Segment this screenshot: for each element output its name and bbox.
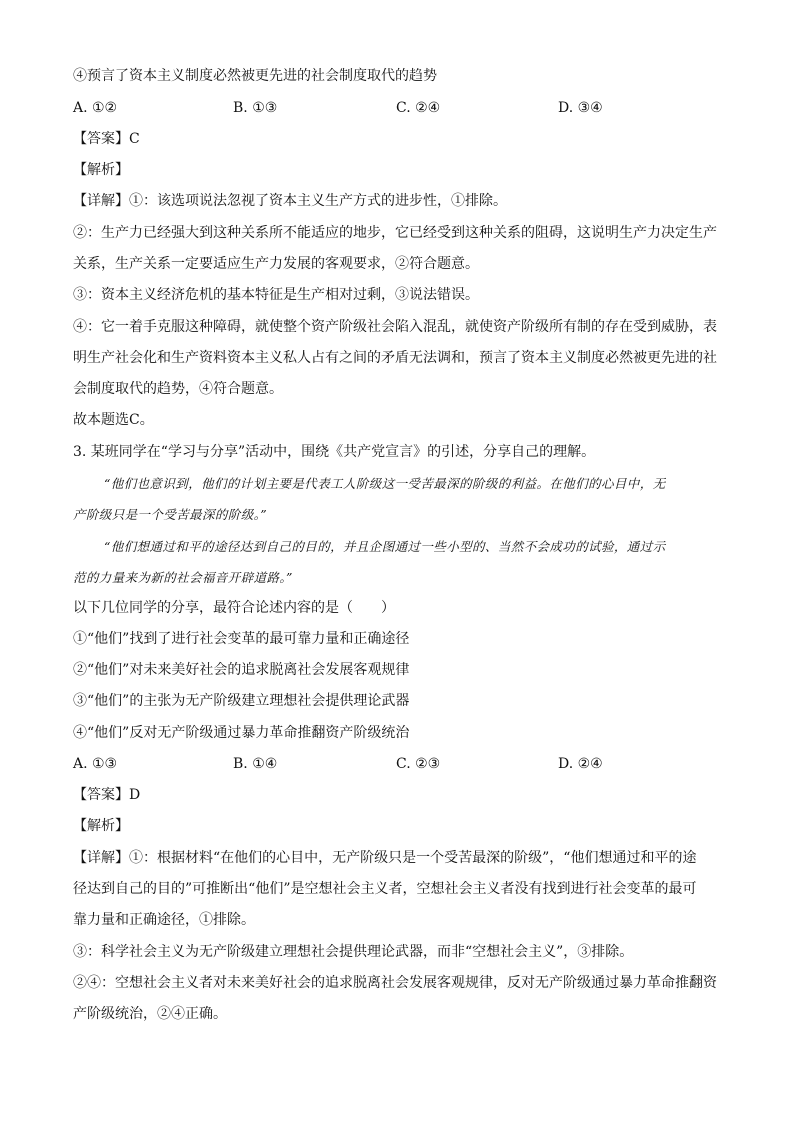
q2-item-4: ④预言了资本主义制度必然被更先进的社会制度取代的趋势 (73, 68, 437, 84)
q3-detail-line: 【详解】①：根据材料“在他们的心目中，无产阶级只是一个受苦最深的阶级”，“他们想通过和平的途 (73, 850, 697, 866)
q2-option-a: A. ①② (73, 100, 118, 116)
q3-option-a: A. ①③ (73, 756, 118, 772)
q2-analysis-label: 【解析】 (73, 162, 129, 178)
q2-detail-line: ③：资本主义经济危机的基本特征是生产相对过剩，③说法错误。 (73, 287, 479, 303)
q2-detail-line: ④：它一着手克服这种障碍，就使整个资产阶级社会陷入混乱，就使资产阶级所有制的存在受到威胁，表 (73, 319, 717, 335)
q3-detail-line: ②④：空想社会主义者对未来美好社会的追求脱离社会发展客观规律，反对无产阶级通过暴力革命推翻资 (73, 975, 717, 991)
q2-conclusion: 故本题选C。 (73, 412, 154, 428)
q3-detail-line: 径达到自己的目的”可推断出“他们”是空想社会主义者，空想社会主义者没有找到进行社会变革的最可 (73, 881, 697, 897)
q3-detail-line: 产阶级统治，②④正确。 (73, 1006, 227, 1022)
q3-detail-line: 靠力量和正确途径，①排除。 (73, 912, 255, 928)
q3-analysis-label: 【解析】 (73, 818, 129, 834)
q3-item: ①“他们”找到了进行社会变革的最可靠力量和正确途径 (73, 631, 410, 647)
q2-detail-line: 会制度取代的趋势，④符合题意。 (73, 381, 283, 397)
q2-detail-line: ②：生产力已经强大到这种关系所不能适应的地步，它已经受到这种关系的阻碍，这说明生产力决定生产 (73, 225, 717, 241)
q3-question: 以下几位同学的分享，最符合论述内容的是（ ） (73, 600, 395, 616)
q3-item: ④“他们”反对无产阶级通过暴力革命推翻资产阶级统治 (73, 725, 410, 741)
q3-option-c: C. ②③ (396, 756, 441, 772)
q3-detail-line: ③：科学社会主义为无产阶级建立理想社会提供理论武器，而非“空想社会主义”，③排除。 (73, 944, 634, 960)
q3-answer: 【答案】D (73, 787, 141, 803)
q3-option-b: B. ①④ (233, 756, 278, 772)
q3-stem: 3. 某班同学在“学习与分享”活动中，围绕《共产党宣言》的引述，分享自己的理解。 (73, 444, 596, 460)
q2-option-d: D. ③④ (558, 100, 603, 116)
q3-quote-2-line: “他们想通过和平的途径达到自己的目的，并且企图通过一些小型的、当然不会成功的试验，通过示 (104, 539, 666, 554)
q3-quote-1-line: “他们也意识到，他们的计划主要是代表工人阶级这一受苦最深的阶级的利益。在他们的心目中，无 (104, 476, 666, 491)
q3-item: ③“他们”的主张为无产阶级建立理想社会提供理论武器 (73, 693, 410, 709)
q2-option-c: C. ②④ (396, 100, 441, 116)
q2-option-b: B. ①③ (233, 100, 278, 116)
q2-detail-line: 【详解】①：该选项说法忽视了资本主义生产方式的进步性，①排除。 (73, 193, 507, 209)
q3-option-d: D. ②④ (558, 756, 603, 772)
q3-quote-2-line: 范的力量来为新的社会福音开辟道路。” (73, 570, 293, 585)
q2-detail-line: 关系，生产关系一定要适应生产力发展的客观要求，②符合题意。 (73, 256, 479, 272)
q2-answer: 【答案】C (73, 131, 140, 147)
q3-quote-1-line: 产阶级只是一个受苦最深的阶级。” (73, 507, 268, 522)
q2-detail-line: 明生产社会化和生产资料资本主义私人占有之间的矛盾无法调和，预言了资本主义制度必然被更先进的社 (73, 350, 717, 366)
q3-item: ②“他们”对未来美好社会的追求脱离社会发展客观规律 (73, 662, 410, 678)
